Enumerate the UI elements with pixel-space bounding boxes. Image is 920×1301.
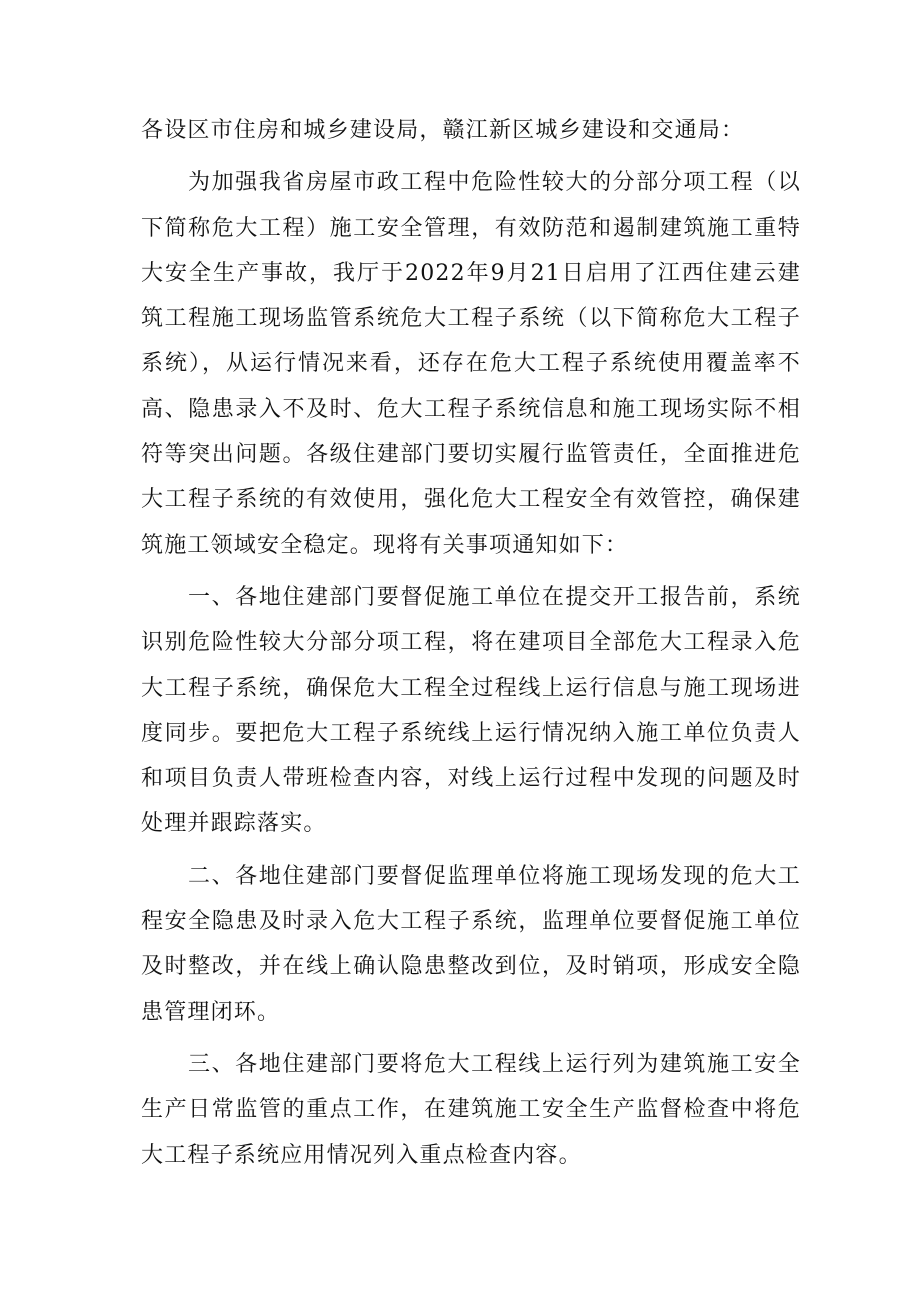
- item-paragraph-2: 二、各地住建部门要督促监理单位将施工现场发现的危大工程安全隐患及时录入危大工程子系统，监理单位要督促施工单位及时整改，并在线上确认隐患整改到位，及时销项，形成安全隐患管理闭环。: [141, 863, 801, 1025]
- item-paragraph-1: 一、各地住建部门要督促施工单位在提交开工报告前，系统识别危险性较大分部分项工程，将在建项目全部危大工程录入危大工程子系统，确保危大工程全过程线上运行信息与施工现场进度同步。要把危大工程子系统线上运行情况纳入施工单位负责人和项目负责人带班检查内容，对线上运行过程中发现的问题及时处理并跟踪落实。: [141, 584, 801, 837]
- intro-paragraph: 为加强我省房屋市政工程中危险性较大的分部分项工程（以下简称危大工程）施工安全管理，有效防范和遏制建筑施工重特大安全生产事故，我厅于2022年9月21日启用了江西住建云建筑工程施工现场监管系统危大工程子系统（以下简称危大工程子系统），从运行情况来看，还存在危大工程子系统使用覆盖率不高、隐患录入不及时、危大工程子系统信息和施工现场实际不相符等突出问题。各级住建部门要切实履行监管责任，全面推进危大工程子系统的有效使用，强化危大工程安全有效管控，确保建筑施工领域安全稳定。现将有关事项通知如下：: [141, 170, 801, 558]
- document-body: [141, 108, 801, 1178]
- salutation-paragraph: 各设区市住房和城乡建设局，赣江新区城乡建设和交通局：: [141, 118, 745, 143]
- item-paragraph-3: 三、各地住建部门要将危大工程线上运行列为建筑施工安全生产日常监管的重点工作，在建筑施工安全生产监督检查中将危大工程子系统应用情况列入重点检查内容。: [141, 1051, 801, 1168]
